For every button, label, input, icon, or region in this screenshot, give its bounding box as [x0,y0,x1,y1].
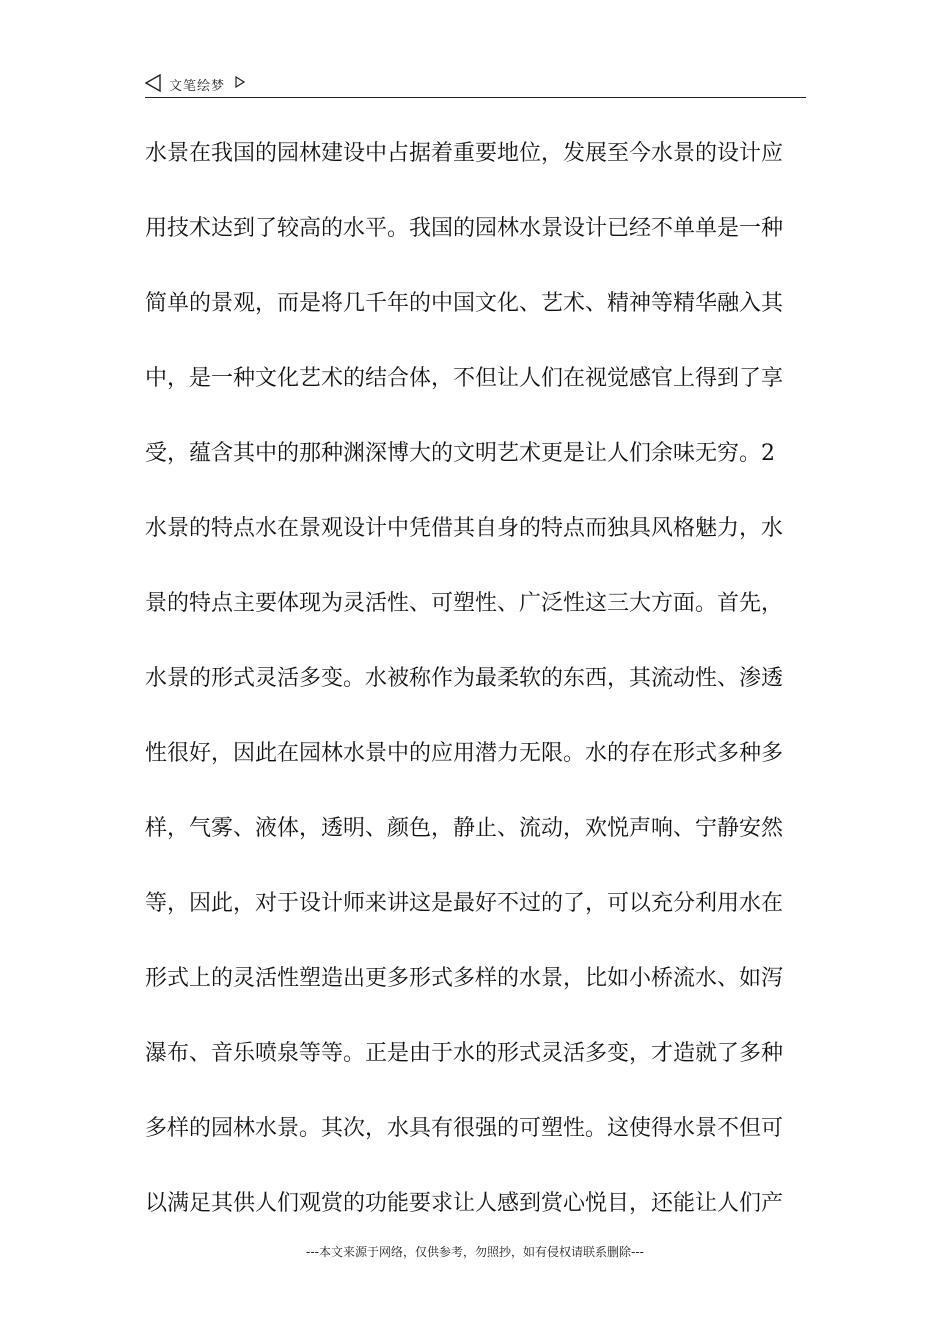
text-line: 简单的景观，而是将几千年的中国文化、艺术、精神等精华融入其 [145,291,784,316]
document-body [145,124,815,1249]
text-line: 用技术达到了较高的水平。我国的园林水景设计已经不单单是一种 [145,216,784,241]
triangle-left-outline-icon [145,74,161,92]
text-line: 以满足其供人们观赏的功能要求让人感到赏心悦目，还能让人们产 [145,1191,784,1216]
header-brand: 文笔绘梦 [169,79,226,94]
text-line: 水景的特点水在景观设计中凭借其自身的特点而独具风格魅力，水 [145,516,784,541]
text-line: 样，气雾、液体，透明、颜色，静止、流动，欢悦声响、宁静安然 [145,816,784,841]
triangle-right-outline-icon [235,76,245,88]
text-line: 景的特点主要体现为灵活性、可塑性、广泛性这三大方面。首先， [145,591,784,616]
page-footer-notice: ---本文来源于网络，仅供参考，勿照抄，如有侵权请联系删除--- [306,1245,644,1259]
text-line: 水景在我国的园林建设中占据着重要地位，发展至今水景的设计应 [145,141,784,166]
text-line: 形式上的灵活性塑造出更多形式多样的水景，比如小桥流水、如泻 [145,966,784,991]
header-divider [145,97,806,98]
text-line: 多样的园林水景。其次，水具有很强的可塑性。这使得水景不但可 [145,1116,784,1141]
text-line: 中，是一种文化艺术的结合体，不但让人们在视觉感官上得到了享 [145,366,784,391]
text-line: 水景的形式灵活多变。水被称作为最柔软的东西，其流动性、渗透 [145,666,784,691]
text-line: 等，因此，对于设计师来讲这是最好不过的了，可以充分利用水在 [145,891,784,916]
text-line: 性很好，因此在园林水景中的应用潜力无限。水的存在形式多种多 [145,741,784,766]
page-header [145,72,805,96]
text-line: 瀑布、音乐喷泉等等。正是由于水的形式灵活多变，才造就了多种 [145,1041,784,1066]
text-line: 受，蕴含其中的那种渊深博大的文明艺术更是让人们余味无穷。2 [145,441,775,466]
